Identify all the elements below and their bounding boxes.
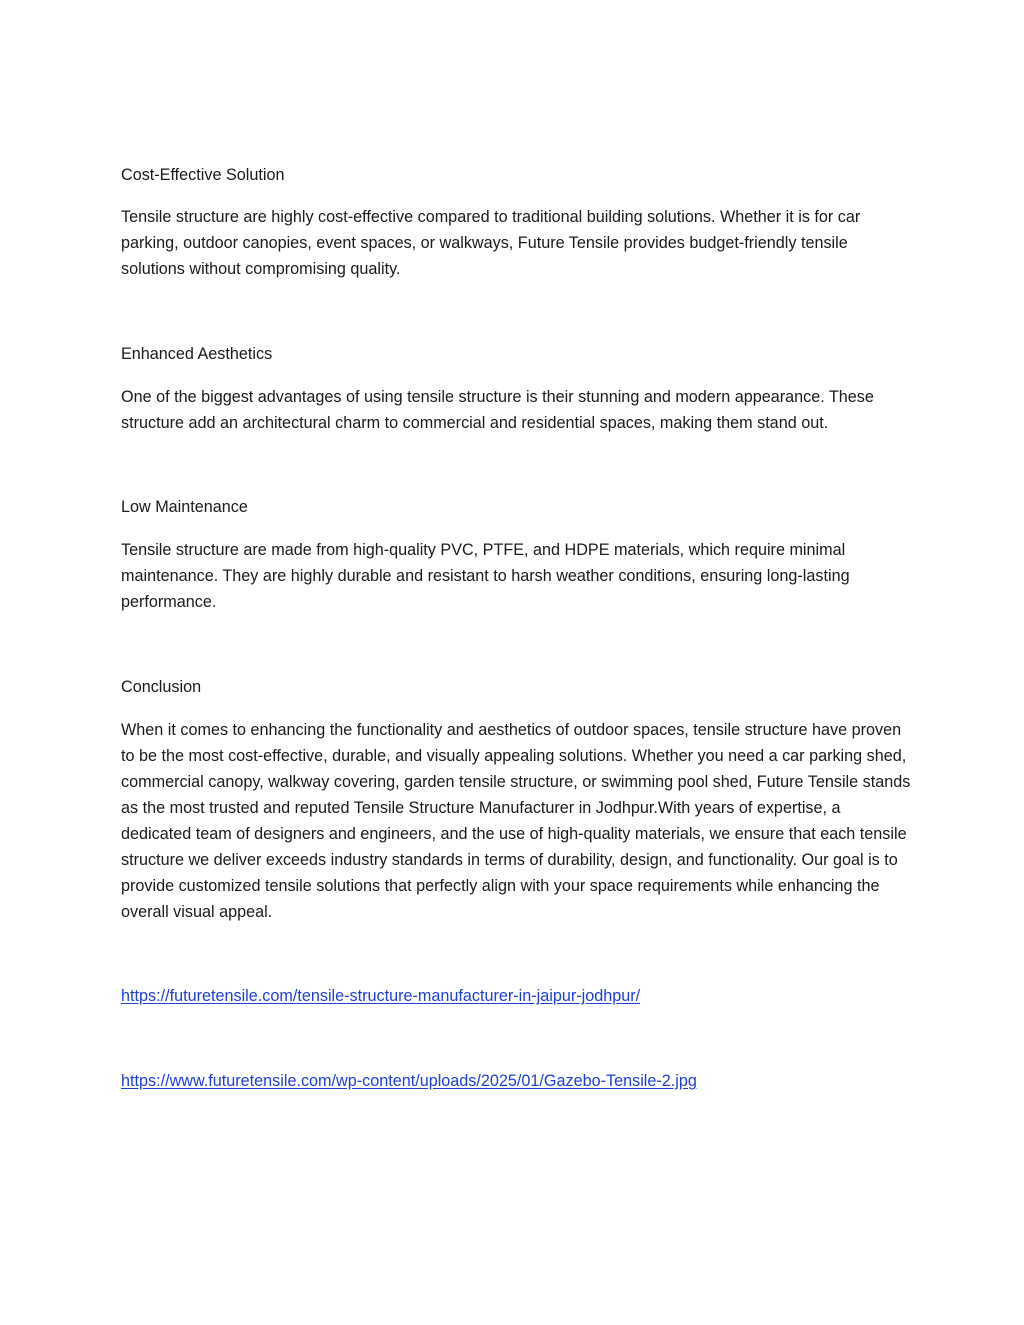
paragraph-enhanced-aesthetics: One of the biggest advantages of using tensile structure is their stunning and modern appearance. These structure add an architectural charm to commercial and residential spaces, making them stand out.: [121, 388, 874, 432]
link-manufacturer-page[interactable]: https://futuretensile.com/tensile-structure-manufacturer-in-jaipur-jodhpur/: [121, 987, 641, 1005]
heading-enhanced-aesthetics: Enhanced Aesthetics: [121, 345, 273, 363]
heading-conclusion: Conclusion: [121, 678, 202, 696]
heading-low-maintenance: Low Maintenance: [121, 498, 248, 516]
heading-cost-effective: Cost-Effective Solution: [121, 166, 285, 184]
paragraph-low-maintenance: Tensile structure are made from high-quality PVC, PTFE, and HDPE materials, which require minimal maintenance. They are highly durable and resistant to harsh weather conditions, ensuring long-lasting performance.: [121, 541, 850, 611]
link-row-1: [121, 983, 911, 1009]
link-row-2: [121, 1068, 911, 1094]
paragraph-conclusion: When it comes to enhancing the functionality and aesthetics of outdoor spaces, tensile structure have proven to be the most cost-effective, durable, and visually appealing solutions. Whether you need a car parking shed, commercial canopy, walkway covering, garden tensile structure, or swimming pool shed, Future Tensile stands as the most trusted and reputed Tensile Structure Manufacturer in Jodhpur.With years of expertise, a dedicated team of designers and engineers, and the use of high-quality materials, we ensure that each tensile structure we deliver exceeds industry standards in terms of durability, design, and functionality. Our goal is to provide customized tensile solutions that perfectly align with your space requirements while enhancing the overall visual appeal.: [121, 721, 911, 921]
link-gazebo-image[interactable]: https://www.futuretensile.com/wp-content/uploads/2025/01/Gazebo-Tensile-2.jpg: [121, 1072, 697, 1090]
paragraph-cost-effective: Tensile structure are highly cost-effective compared to traditional building solutions. Whether it is for car parking, outdoor canopies, event spaces, or walkways, Future Tensile provides budget-friendly tensile solutions without compromising quality.: [121, 208, 861, 278]
